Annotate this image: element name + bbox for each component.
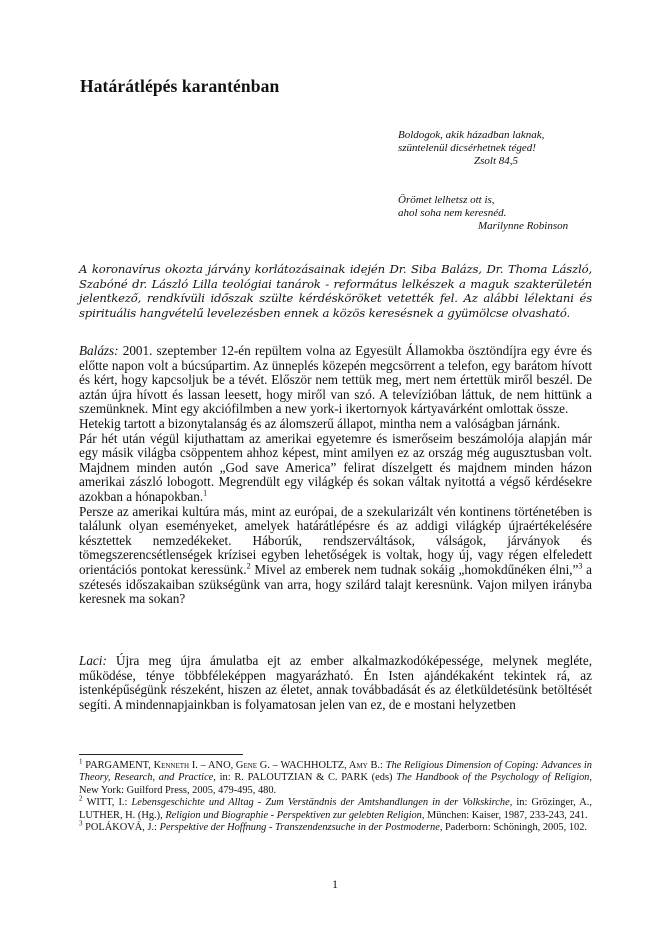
speaker-label: Balázs: bbox=[79, 343, 119, 358]
paragraph-text: Persze az amerikai kultúra más, mint az európai, de a szekularizált vén kontinens történetében is találunk olyan eseményeket, amelyek határátlépésre és az addigi világkép újraértékelésére késztettek nemzedékeket. Háborúk, rendszerváltások, válságok, járványok és tömegszerencsétlenségek krízisei egyben lehetőségek is voltak, hogy új, vagy régen elfeledett orientációs pontokat keressünk. bbox=[79, 503, 592, 577]
footnote-ref[interactable]: 3 bbox=[578, 561, 583, 571]
paragraph bbox=[79, 344, 592, 417]
page-number: 1 bbox=[332, 877, 338, 891]
footnote-authors: WITT, I.: bbox=[86, 797, 128, 809]
section-laci bbox=[79, 654, 592, 712]
paragraph: Hetekig tartott a bizonytalanság és az álomszerű állapot, mintha nem a valóságban járnánk. bbox=[79, 415, 561, 431]
footnote-authors: POLÁKOVÁ, J.: bbox=[85, 822, 157, 834]
intro-paragraph bbox=[79, 262, 592, 320]
paragraph-text: 2001. szeptember 12-én repültem volna az Egyesült Államokba ösztöndíjra egy évre és előtte napon volt a búcsúpartim. Az ünneplés közepén megcsörrent a telefon, egy barátom hívott és kért, hogy kapcsoljuk be a tévét. Először nem tettük meg, mert nem értettük miről beszél. De aztán újra hívott és lassan leesett, hogy miről van szó. A televízióban láttuk, de nem hittünk a szemünknek. Mint egy akciófilmben a new york-i ikertornyok kártyavárként omlottak össze. bbox=[79, 343, 593, 417]
footnote-number: 3 bbox=[79, 819, 83, 828]
motto-robinson bbox=[398, 194, 598, 232]
speaker-label: Laci: bbox=[79, 653, 107, 668]
footnote-rest: , New York: Guilford Press, 2005, 479-495, 480. bbox=[79, 772, 592, 796]
footnote-separator bbox=[79, 754, 243, 755]
paragraph-text: Pár hét után végül kijuthattam az amerikai egyetemre és ismerőseim beszámolója alapján már egy másik világba csöppentem ahhoz képest, mint amilyen ez az ország még augusztusban volt. Majdnem minden autón „God save America” felirat díszelgett és majdnem minden házon amerikai zászló lobogott. Megrendült egy világkép és sokan váltak nyitottá a végső kérdésekre azokban a hónapokban. bbox=[79, 430, 592, 504]
motto-line: szüntelenül dicsérhetnek téged! bbox=[398, 141, 536, 154]
footnote-work: Lebensgeschichte und Alltag - Zum Verständnis der Amtshandlungen in der Volkskirche, bbox=[131, 797, 513, 809]
footnote-container: The Handbook of the Psychology of Religion bbox=[396, 772, 590, 784]
footnote-2 bbox=[79, 794, 592, 822]
footnote-number: 1 bbox=[79, 757, 83, 766]
paragraph bbox=[79, 654, 592, 712]
footnote-mid: , in: R. PALOUTZIAN & C. PARK (eds) bbox=[213, 772, 393, 784]
footnote-mid: in: Grözinger, A., LUTHER, H. (Hg.), bbox=[79, 797, 592, 821]
paragraph bbox=[79, 505, 592, 607]
intro-text: A koronavírus okozta járvány korlátozásainak idején Dr. Siba Balázs, Dr. Thoma László, Szabóné dr. László Lilla teológiai tanárok - református lelkészek a maguk szakterületén jelentkező, rendkívüli időszak szülte kérdésköröket vetették fel. Az alábbi lélektani és spirituális hangvételű levelezésben ennek a közös keresésnek a gyümölcse olvasható. bbox=[79, 262, 592, 320]
footnote-3 bbox=[79, 819, 592, 834]
footnote-rest: , Paderborn: Schöningh, 2005, 102. bbox=[439, 822, 588, 834]
motto-psalm bbox=[398, 129, 598, 167]
footnote-number: 2 bbox=[79, 794, 83, 803]
motto-line: Boldogok, akik házadban laknak, bbox=[398, 129, 545, 141]
footnote-ref[interactable]: 1 bbox=[203, 488, 208, 498]
motto-line: Örömet lelhetsz ott is, bbox=[398, 194, 495, 206]
page-title: Határátlépés karanténban bbox=[80, 76, 280, 96]
paragraph-text: a szétesés időszakaiban szükségünk van arra, hogy szilárd talajt keresnünk. Vajon milyen irányba keresnek ma sokan? bbox=[79, 561, 593, 607]
footnote-authors: PARGAMENT, Kenneth I. – ANO, Gene G. – WACHHOLTZ, Amy B.: bbox=[85, 760, 383, 771]
motto-line: ahol soha nem keresnéd. bbox=[398, 206, 507, 219]
footnote-work: The Religious Dimension of Coping: Advances in Theory, Research, and Practice bbox=[79, 760, 592, 784]
footnote-rest: , München: Kaiser, 1987, 233-243, 241. bbox=[421, 809, 588, 821]
motto-attribution: Zsolt 84,5 bbox=[474, 154, 519, 167]
footnote-work: Perspektive der Hoffnung - Transzendenzsuche in der Postmoderne bbox=[159, 822, 440, 834]
motto-attribution: Marilynne Robinson bbox=[478, 219, 569, 232]
section-balazs bbox=[79, 344, 592, 607]
footnote-ref[interactable]: 2 bbox=[246, 561, 251, 571]
footnote-1 bbox=[79, 757, 592, 797]
paragraph-text: Mivel az emberek nem tudnak sokáig „homokdűnéken élni,” bbox=[254, 561, 579, 577]
footnote-container: Religion und Biographie - Perspektiven zur gelebten Religion bbox=[165, 809, 422, 821]
footnotes bbox=[79, 757, 592, 834]
paragraph bbox=[79, 432, 592, 505]
paragraph-text: Újra meg újra ámulatba ejt az ember alkalmazkodóképessége, melynek megléte, működése, ténye többféleképpen magyarázható. Én Isten ajándékaként tekintek rá, az istenképűségünk részeként, hiszen az életet, annak továbbadását és az életküldetésünk betöltését segíti. A mindennapjainkban is folyamatosan jelen van ez, de e mostani helyzetben bbox=[79, 653, 592, 712]
